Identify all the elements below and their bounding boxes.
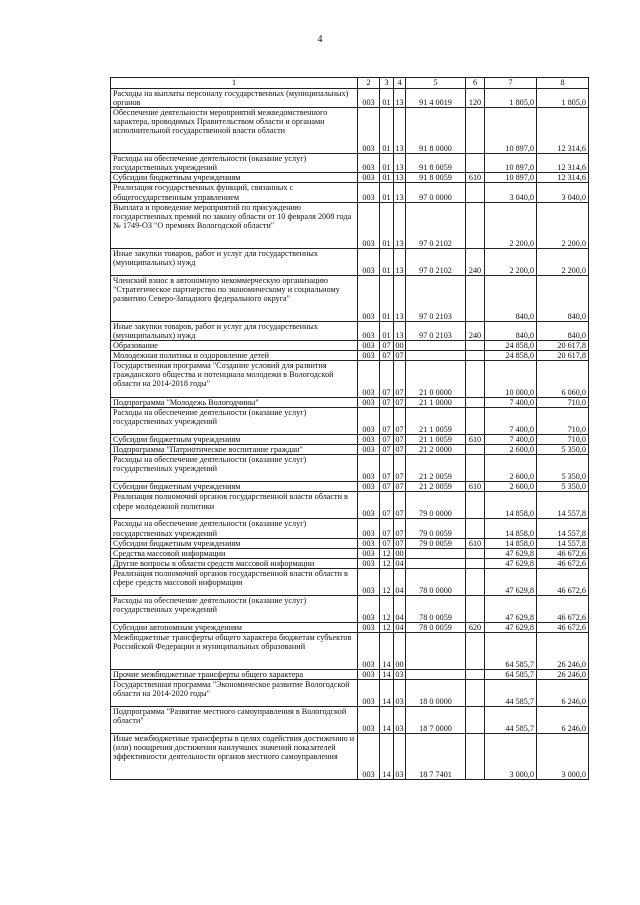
table-row [111, 734, 589, 780]
row-subsection-code-cell: 13 [394, 202, 406, 248]
row-amount-1-cell: 2 200,0 [485, 202, 537, 248]
table-row [111, 275, 589, 321]
row-amount-1-cell: 24 858,0 [485, 350, 537, 360]
row-amount-1-cell: 3 040,0 [485, 183, 537, 202]
row-target-code-cell: 91 8 0000 [406, 108, 466, 154]
table-row [111, 321, 589, 340]
row-target-code-cell: 78 0 0000 [406, 568, 466, 595]
row-amount-2-cell: 14 557,8 [537, 538, 589, 548]
row-amount-1-cell: 7 400,0 [485, 398, 537, 408]
table-row [111, 568, 589, 595]
row-subsection-code-cell: 13 [394, 321, 406, 340]
row-expense-type-cell [466, 408, 485, 435]
table-row [111, 492, 589, 519]
row-subsection-code-cell: 04 [394, 595, 406, 622]
row-expense-type-cell: 240 [466, 321, 485, 340]
row-target-code-cell: 78 0 0059 [406, 595, 466, 622]
row-target-code-cell: 18 7 7401 [406, 734, 466, 780]
row-target-code-cell: 21 2 0059 [406, 482, 466, 492]
row-target-code-cell: 79 0 0059 [406, 538, 466, 548]
row-expense-type-cell [466, 398, 485, 408]
row-amount-2-cell: 6 246,0 [537, 707, 589, 734]
row-amount-1-cell: 44 585,7 [485, 707, 537, 734]
row-amount-2-cell: 26 246,0 [537, 669, 589, 679]
row-expense-type-cell: 610 [466, 173, 485, 183]
row-ministry-code-cell: 003 [358, 492, 380, 519]
row-subsection-code-cell: 03 [394, 707, 406, 734]
row-name-cell: Прочие межбюджетные трансферты общего характера [111, 669, 358, 679]
row-target-code-cell [406, 558, 466, 568]
row-ministry-code-cell: 003 [358, 183, 380, 202]
header-cell-1: 1 [111, 78, 358, 89]
row-target-code-cell: 91 8 0059 [406, 173, 466, 183]
row-section-code-cell: 07 [380, 408, 394, 435]
row-subsection-code-cell: 07 [394, 455, 406, 482]
row-name-cell: Расходы на обеспечение деятельности (оказание услуг) государственных учреждений [111, 519, 358, 538]
table-row [111, 622, 589, 632]
row-target-code-cell: 79 0 0000 [406, 492, 466, 519]
row-amount-1-cell: 1 805,0 [485, 89, 537, 108]
table-row [111, 202, 589, 248]
row-amount-2-cell: 26 246,0 [537, 632, 589, 669]
row-amount-1-cell: 2 600,0 [485, 445, 537, 455]
row-target-code-cell: 21 1 0000 [406, 398, 466, 408]
row-subsection-code-cell: 04 [394, 568, 406, 595]
row-section-code-cell: 01 [380, 202, 394, 248]
row-name-cell: Расходы на обеспечение деятельности (оказание услуг) государственных учреждений [111, 408, 358, 435]
row-expense-type-cell: 610 [466, 482, 485, 492]
row-ministry-code-cell: 003 [358, 632, 380, 669]
row-ministry-code-cell: 003 [358, 734, 380, 780]
page-number: 4 [317, 34, 323, 45]
row-section-code-cell: 12 [380, 595, 394, 622]
header-cell-8: 8 [537, 78, 589, 89]
table-row [111, 669, 589, 679]
row-ministry-code-cell: 003 [358, 455, 380, 482]
row-section-code-cell: 07 [380, 538, 394, 548]
row-name-cell: Расходы на обеспечение деятельности (оказание услуг) государственных учреждений [111, 595, 358, 622]
row-amount-2-cell: 20 617,8 [537, 340, 589, 350]
row-name-cell: Обеспечение деятельности мероприятий межведомственного характера, проводимых Правительством области и органами исполнительной государственной власти области [111, 108, 358, 154]
row-section-code-cell: 07 [380, 519, 394, 538]
row-name-cell: Реализация полномочий органов государственной власти области в сфере средств массовой информации [111, 568, 358, 595]
table-row [111, 680, 589, 707]
row-target-code-cell [406, 350, 466, 360]
row-amount-2-cell: 12 314,6 [537, 173, 589, 183]
row-section-code-cell: 07 [380, 455, 394, 482]
row-expense-type-cell [466, 361, 485, 398]
row-expense-type-cell [466, 492, 485, 519]
row-section-code-cell: 01 [380, 275, 394, 321]
row-amount-2-cell: 2 200,0 [537, 248, 589, 275]
table-header-row [111, 78, 589, 89]
row-name-cell: Средства массовой информации [111, 548, 358, 558]
row-amount-2-cell: 5 350,0 [537, 455, 589, 482]
row-ministry-code-cell: 003 [358, 558, 380, 568]
row-subsection-code-cell: 13 [394, 248, 406, 275]
row-expense-type-cell [466, 350, 485, 360]
table-row [111, 173, 589, 183]
row-subsection-code-cell: 07 [395, 350, 404, 360]
row-amount-1-cell: 47 629,8 [485, 595, 537, 622]
row-amount-2-cell: 710,0 [537, 398, 589, 408]
table-row [111, 482, 589, 492]
row-ministry-code-cell: 003 [358, 173, 380, 183]
row-section-code-cell: 07 [380, 445, 394, 455]
row-amount-1-cell: 44 585,7 [485, 680, 537, 707]
row-amount-1-cell: 14 858,0 [485, 519, 537, 538]
row-ministry-code-cell: 003 [358, 408, 380, 435]
row-expense-type-cell [466, 669, 485, 679]
row-name-cell: Расходы на обеспечение деятельности (оказание услуг) государственных учреждений [111, 154, 358, 173]
table-row [111, 632, 589, 669]
row-target-code-cell: 21 2 0000 [406, 445, 466, 455]
row-amount-2-cell: 14 557,8 [537, 492, 589, 519]
table-row [111, 248, 589, 275]
row-amount-1-cell: 840,0 [485, 321, 537, 340]
row-ministry-code-cell: 003 [358, 538, 380, 548]
row-subsection-code-cell: 13 [394, 89, 406, 108]
table-row [111, 350, 589, 360]
header-cell-3: 3 [380, 78, 394, 89]
row-name-cell: Реализация государственных функций, связанных с общегосударственным управлением [111, 183, 358, 202]
row-expense-type-cell: 610 [466, 435, 485, 445]
row-subsection-code-cell: 13 [395, 173, 404, 183]
row-name-cell: Государственная программа "Экономическое развитие Вологодской области на 2014-2020 годы" [111, 680, 358, 707]
row-expense-type-cell [466, 455, 485, 482]
row-amount-1-cell: 10 000,0 [485, 361, 537, 398]
row-section-code-cell: 07 [380, 350, 394, 360]
row-amount-2-cell: 5 350,0 [537, 482, 589, 492]
row-amount-2-cell: 12 314,6 [537, 154, 589, 173]
row-subsection-code-cell: 03 [394, 680, 406, 707]
row-ministry-code-cell: 003 [358, 340, 380, 350]
row-amount-1-cell: 10 897,0 [485, 173, 537, 183]
row-target-code-cell: 21 2 0059 [406, 455, 466, 482]
row-expense-type-cell [466, 519, 485, 538]
header-cell-2: 2 [358, 78, 380, 89]
row-subsection-code-cell: 07 [394, 408, 406, 435]
row-target-code-cell: 97 0 2103 [406, 321, 466, 340]
row-name-cell: Членский взнос в автономную некоммерческую организацию "Стратегическое партнерство по экономическому и социальному развитию Северо-Западного федерального округа" [111, 275, 358, 321]
table-row [111, 548, 589, 558]
row-ministry-code-cell: 003 [358, 445, 380, 455]
table-row [111, 435, 589, 445]
row-name-cell: Выплата и проведение мероприятий по присуждению государственных премий по закону области от 10 февраля 2008 года № 1749-ОЗ "О премиях Вологодской области" [111, 202, 358, 248]
table-row [111, 398, 589, 408]
row-subsection-code-cell: 07 [394, 519, 406, 538]
row-expense-type-cell [466, 202, 485, 248]
row-ministry-code-cell: 003 [358, 275, 380, 321]
row-name-cell: Реализация полномочий органов государственной власти области в сфере молодежной политики [111, 492, 358, 519]
row-amount-1-cell: 3 000,0 [485, 734, 537, 780]
row-target-code-cell: 97 0 2102 [406, 202, 466, 248]
row-section-code-cell: 12 [380, 568, 394, 595]
row-name-cell: Образование [111, 340, 358, 350]
row-amount-2-cell: 6 246,0 [537, 680, 589, 707]
row-ministry-code-cell: 003 [358, 519, 380, 538]
row-section-code-cell: 14 [380, 707, 394, 734]
row-amount-2-cell: 14 557,8 [537, 519, 589, 538]
header-cell-6: 6 [466, 78, 485, 89]
row-amount-2-cell: 46 672,6 [537, 568, 589, 595]
row-amount-2-cell: 5 350,0 [537, 445, 589, 455]
row-expense-type-cell [466, 340, 485, 350]
row-subsection-code-cell: 07 [395, 435, 404, 445]
row-section-code-cell: 07 [380, 492, 394, 519]
table-row [111, 558, 589, 568]
row-subsection-code-cell: 07 [395, 398, 404, 408]
row-target-code-cell: 97 0 2103 [406, 275, 466, 321]
row-target-code-cell: 21 0 0000 [406, 361, 466, 398]
row-name-cell: Субсидии бюджетным учреждениям [111, 435, 358, 445]
row-expense-type-cell: 120 [466, 89, 485, 108]
row-section-code-cell: 01 [380, 321, 394, 340]
row-ministry-code-cell: 003 [358, 361, 380, 398]
row-expense-type-cell: 240 [466, 248, 485, 275]
table-row [111, 519, 589, 538]
row-section-code-cell: 01 [380, 89, 394, 108]
row-ministry-code-cell: 003 [358, 548, 380, 558]
row-amount-2-cell: 3 040,0 [537, 183, 589, 202]
header-cell-5: 5 [406, 78, 466, 89]
row-subsection-code-cell: 07 [395, 538, 404, 548]
row-amount-2-cell: 46 672,6 [537, 558, 589, 568]
row-expense-type-cell [466, 680, 485, 707]
table-row [111, 154, 589, 173]
row-target-code-cell: 79 0 0059 [406, 519, 466, 538]
row-ministry-code-cell: 003 [358, 89, 380, 108]
row-expense-type-cell: 610 [466, 538, 485, 548]
row-amount-1-cell: 14 858,0 [485, 538, 537, 548]
row-target-code-cell [406, 340, 466, 350]
row-amount-2-cell: 20 617,8 [537, 350, 589, 360]
row-section-code-cell: 12 [380, 548, 394, 558]
row-name-cell: Иные закупки товаров, работ и услуг для государственных (муниципальных) нужд [111, 321, 358, 340]
row-amount-2-cell: 710,0 [537, 435, 589, 445]
row-section-code-cell: 01 [380, 248, 394, 275]
row-section-code-cell: 07 [380, 340, 394, 350]
row-target-code-cell: 97 0 2102 [406, 248, 466, 275]
table-row [111, 89, 589, 108]
table-row [111, 595, 589, 622]
row-ministry-code-cell: 003 [358, 108, 380, 154]
row-expense-type-cell [466, 548, 485, 558]
row-subsection-code-cell: 03 [395, 669, 404, 679]
row-amount-1-cell: 10 897,0 [485, 154, 537, 173]
row-subsection-code-cell: 04 [395, 558, 404, 568]
row-expense-type-cell [466, 632, 485, 669]
row-name-cell: Другие вопросы в области средств массовой информации [111, 558, 358, 568]
row-amount-2-cell: 840,0 [537, 275, 589, 321]
row-section-code-cell: 14 [380, 669, 394, 679]
row-amount-1-cell: 64 585,7 [485, 669, 537, 679]
row-name-cell: Иные закупки товаров, работ и услуг для государственных (муниципальных) нужд [111, 248, 358, 275]
row-amount-1-cell: 47 629,8 [485, 568, 537, 595]
row-subsection-code-cell: 00 [394, 632, 406, 669]
row-target-code-cell: 91 4 0019 [406, 89, 466, 108]
row-amount-1-cell: 2 200,0 [485, 248, 537, 275]
table-row [111, 538, 589, 548]
row-ministry-code-cell: 003 [358, 350, 380, 360]
table-row [111, 183, 589, 202]
row-ministry-code-cell: 003 [358, 482, 380, 492]
row-ministry-code-cell: 003 [358, 248, 380, 275]
row-target-code-cell: 18 0 0000 [406, 680, 466, 707]
row-ministry-code-cell: 003 [358, 622, 380, 632]
row-target-code-cell [406, 669, 466, 679]
row-target-code-cell: 21 1 0059 [406, 408, 466, 435]
row-amount-1-cell: 47 629,8 [485, 558, 537, 568]
row-subsection-code-cell: 13 [394, 183, 406, 202]
row-amount-1-cell: 64 585,7 [485, 632, 537, 669]
row-amount-2-cell: 6 060,0 [537, 361, 589, 398]
row-subsection-code-cell: 13 [394, 108, 406, 154]
row-amount-2-cell: 46 672,6 [537, 548, 589, 558]
row-section-code-cell: 12 [380, 622, 394, 632]
row-name-cell: Подпрограмма "Развитие местного самоуправления в Вологодской области" [111, 707, 358, 734]
row-expense-type-cell: 620 [466, 622, 485, 632]
row-name-cell: Расходы на обеспечение деятельности (оказание услуг) государственных учреждений [111, 455, 358, 482]
header-cell-7: 7 [485, 78, 537, 89]
row-name-cell: Иные межбюджетные трансферты в целях содействия достижению и (или) поощрения достижения наилучших значений показателей эффективности деятельности органов местного самоуправления [111, 734, 358, 780]
table-row [111, 361, 589, 398]
row-section-code-cell: 01 [380, 154, 394, 173]
row-subsection-code-cell: 00 [395, 340, 404, 350]
row-amount-1-cell: 2 600,0 [485, 482, 537, 492]
row-amount-2-cell: 1 805,0 [537, 89, 589, 108]
row-target-code-cell: 97 0 0000 [406, 183, 466, 202]
row-ministry-code-cell: 003 [358, 154, 380, 173]
row-amount-2-cell: 12 314,6 [537, 108, 589, 154]
row-subsection-code-cell: 07 [394, 361, 406, 398]
table-row [111, 445, 589, 455]
row-amount-1-cell: 7 400,0 [485, 435, 537, 445]
row-name-cell: Молодежная политика и оздоровление детей [111, 350, 358, 360]
table-row [111, 108, 589, 154]
row-section-code-cell: 07 [380, 482, 394, 492]
row-amount-1-cell: 7 400,0 [485, 408, 537, 435]
row-name-cell: Межбюджетные трансферты общего характера бюджетам субъектов Российской Федерации и муниципальных образований [111, 632, 358, 669]
row-name-cell: Субсидии бюджетным учреждениям [111, 482, 358, 492]
row-name-cell: Подпрограмма "Молодежь Вологодчины" [111, 398, 358, 408]
row-name-cell: Субсидии бюджетным учреждениям [111, 173, 358, 183]
row-amount-1-cell: 2 600,0 [485, 455, 537, 482]
row-expense-type-cell [466, 595, 485, 622]
row-subsection-code-cell: 07 [395, 445, 404, 455]
row-section-code-cell: 01 [380, 173, 394, 183]
table-row [111, 455, 589, 482]
row-name-cell: Государственная программа "Создание условий для развития гражданского общества и потенциала молодежи в Вологодской области на 2014-2018 годы" [111, 361, 358, 398]
row-ministry-code-cell: 003 [358, 680, 380, 707]
row-expense-type-cell [466, 445, 485, 455]
row-amount-1-cell: 14 858,0 [485, 492, 537, 519]
row-amount-1-cell: 47 629,8 [485, 548, 537, 558]
row-subsection-code-cell: 13 [394, 154, 406, 173]
row-expense-type-cell [466, 707, 485, 734]
row-name-cell: Расходы на выплаты персоналу государственных (муниципальных) органов [111, 89, 358, 108]
row-section-code-cell: 14 [380, 734, 394, 780]
row-amount-2-cell: 3 000,0 [537, 734, 589, 780]
row-target-code-cell [406, 548, 466, 558]
row-subsection-code-cell: 07 [395, 482, 404, 492]
row-section-code-cell: 14 [380, 680, 394, 707]
row-ministry-code-cell: 003 [358, 398, 380, 408]
row-section-code-cell: 14 [380, 632, 394, 669]
row-amount-2-cell: 46 672,6 [537, 595, 589, 622]
row-amount-1-cell: 47 629,8 [485, 622, 537, 632]
row-target-code-cell: 91 8 0059 [406, 154, 466, 173]
row-subsection-code-cell: 04 [395, 622, 404, 632]
row-name-cell: Подпрограмма "Патриотическое воспитание граждан" [111, 445, 358, 455]
row-subsection-code-cell: 03 [394, 734, 406, 780]
row-subsection-code-cell: 13 [394, 275, 406, 321]
row-expense-type-cell [466, 275, 485, 321]
row-target-code-cell: 21 1 0059 [406, 435, 466, 445]
row-target-code-cell: 78 0 0059 [406, 622, 466, 632]
row-subsection-code-cell: 07 [394, 492, 406, 519]
row-ministry-code-cell: 003 [358, 435, 380, 445]
row-ministry-code-cell: 003 [358, 321, 380, 340]
row-ministry-code-cell: 003 [358, 568, 380, 595]
row-expense-type-cell [466, 568, 485, 595]
row-expense-type-cell [466, 558, 485, 568]
row-target-code-cell: 18 7 0000 [406, 707, 466, 734]
row-section-code-cell: 07 [380, 398, 394, 408]
header-cell-4: 4 [394, 78, 406, 89]
row-section-code-cell: 01 [380, 183, 394, 202]
row-amount-2-cell: 840,0 [537, 321, 589, 340]
row-amount-1-cell: 10 897,0 [485, 108, 537, 154]
table-row [111, 340, 589, 350]
row-target-code-cell [406, 632, 466, 669]
row-amount-1-cell: 24 858,0 [485, 340, 537, 350]
table-row [111, 707, 589, 734]
row-subsection-code-cell: 00 [395, 548, 404, 558]
row-expense-type-cell [466, 108, 485, 154]
row-name-cell: Субсидии автономным учреждениям [111, 622, 358, 632]
row-ministry-code-cell: 003 [358, 669, 380, 679]
row-amount-2-cell: 46 672,6 [537, 622, 589, 632]
row-expense-type-cell [466, 734, 485, 780]
row-ministry-code-cell: 003 [358, 707, 380, 734]
row-expense-type-cell [466, 154, 485, 173]
row-section-code-cell: 07 [380, 435, 394, 445]
row-section-code-cell: 01 [380, 108, 394, 154]
table-row [111, 408, 589, 435]
row-section-code-cell: 12 [380, 558, 394, 568]
row-amount-2-cell: 710,0 [537, 408, 589, 435]
row-amount-1-cell: 840,0 [485, 275, 537, 321]
row-amount-2-cell: 2 200,0 [537, 202, 589, 248]
row-expense-type-cell [466, 183, 485, 202]
row-name-cell: Субсидии бюджетным учреждениям [111, 538, 358, 548]
row-ministry-code-cell: 003 [358, 202, 380, 248]
row-section-code-cell: 07 [380, 361, 394, 398]
budget-table [110, 77, 589, 780]
row-ministry-code-cell: 003 [358, 595, 380, 622]
